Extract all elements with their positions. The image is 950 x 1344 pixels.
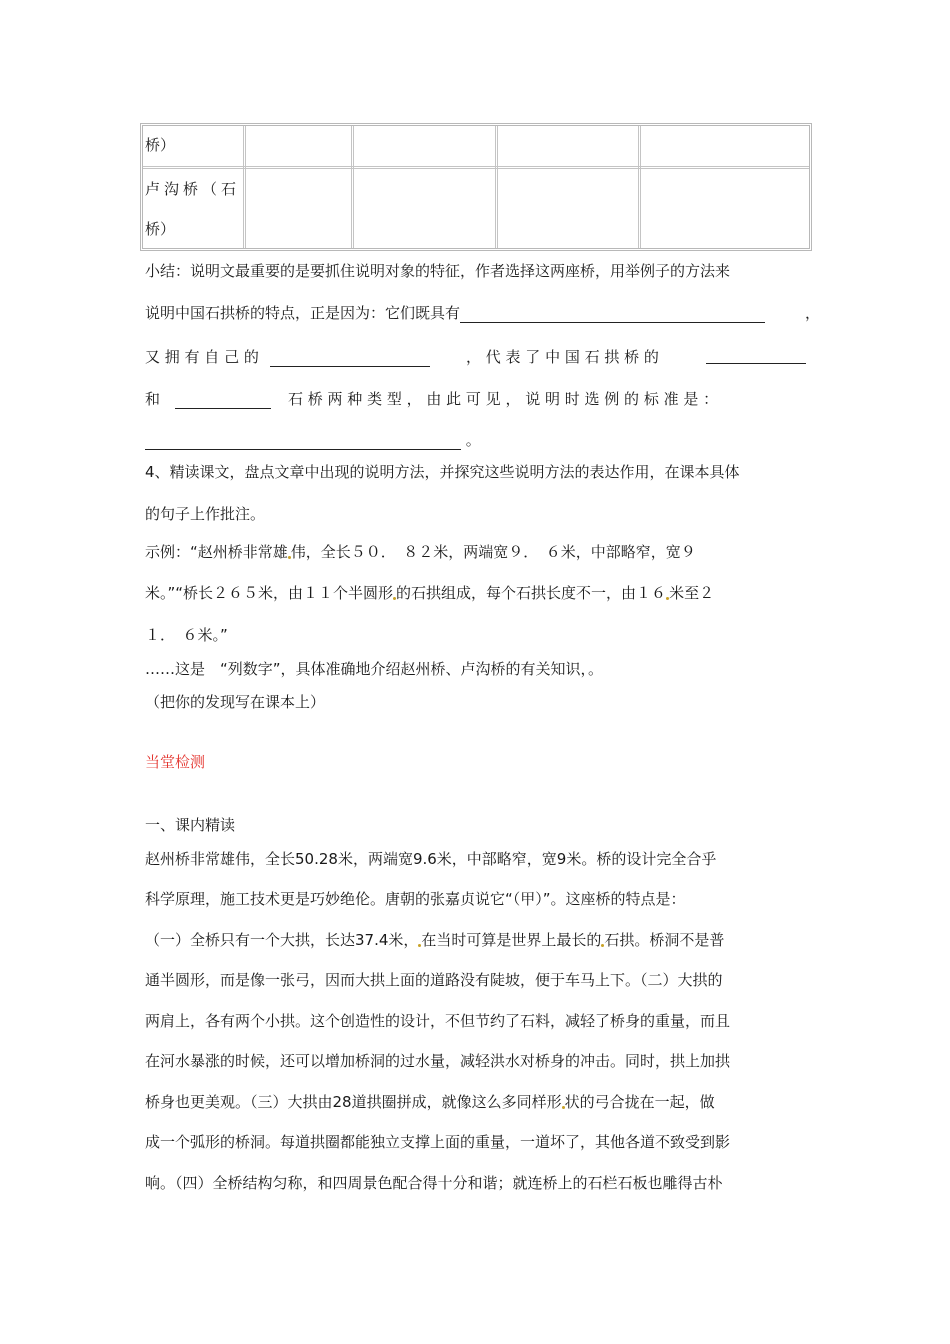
table-divider	[143, 166, 809, 169]
summary-text: 又 拥 有 自 己 的	[145, 348, 259, 366]
example-text: 米至２	[669, 584, 715, 602]
table-divider	[495, 126, 498, 248]
passage-line	[145, 929, 724, 950]
passage-line: 赵州桥非常雄伟，全长50.28米，两端宽9.6米，中部略窄，宽9米。桥的设计完全合乎	[145, 850, 717, 868]
fill-blank[interactable]	[706, 363, 806, 364]
passage-text: 状的弓合拢在一起，做	[564, 1093, 715, 1111]
fill-blank[interactable]	[460, 322, 765, 323]
task-line: 的句子上作批注。	[145, 505, 266, 523]
comparison-table	[140, 123, 812, 251]
summary-line: 小结：说明文最重要的是要抓住说明对象的特征，作者选择这两座桥，用举例子的方法来	[145, 262, 731, 280]
summary-text: 说明中国石拱桥的特点，正是因为：它们既具有	[145, 304, 461, 322]
passage-line: 在河水暴涨的时候，还可以增加桥洞的过水量，减轻洪水对桥身的冲击。同时，拱上加拱	[145, 1052, 731, 1070]
task-line: 4、精读课文，盘点文章中出现的说明方法，并探究这些说明方法的表达作用，在课本具体	[145, 463, 740, 481]
summary-line	[145, 429, 481, 450]
example-line: １． ６米。”	[145, 626, 228, 644]
summary-line	[706, 346, 806, 364]
table-cell: 桥）	[145, 220, 176, 238]
table-cell: 桥）	[145, 136, 176, 154]
example-line	[145, 541, 696, 562]
fill-blank[interactable]	[145, 449, 461, 450]
table-divider	[243, 126, 246, 248]
summary-text: 。	[465, 431, 481, 449]
table-divider	[351, 126, 354, 248]
passage-text: （一）全桥只有一个大拱，长达37.4米，	[145, 931, 419, 949]
note-line: （把你的发现写在课本上）	[145, 693, 326, 711]
passage-text: 桥身也更美观。（三）大拱由28道拱圈拼成，就像这么多同样形	[145, 1093, 562, 1111]
passage-line: 两肩上，各有两个小拱。这个创造性的设计，不但节约了石料，减轻了桥身的重量，而且	[145, 1012, 731, 1030]
summary-text: 石 桥 两 种 类 型 ， 由 此 可 见 ， 说 明 时 选 例 的 标 准 是 ：	[288, 390, 719, 408]
passage-line: 通半圆形，而是像一张弓，因而大拱上面的道路没有陡坡，便于车马上下。（二）大拱的	[145, 971, 723, 989]
passage-text: 石拱。桥洞不是普	[604, 931, 725, 949]
passage-text: 在当时可算是世界上最长的	[421, 931, 602, 949]
table-divider	[638, 126, 641, 248]
passage-line: 响。（四）全桥结构匀称，和四周景色配合得十分和谐；就连桥上的石栏石板也雕得古朴	[145, 1174, 723, 1192]
passage-line: 科学原理，施工技术更是巧妙绝伦。唐朝的张嘉贞说它“（甲）”。这座桥的特点是：	[145, 890, 686, 908]
section-subheading: 一、课内精读	[145, 816, 236, 834]
summary-text: ，	[805, 304, 821, 322]
passage-line: 成一个弧形的桥洞。每道拱圈都能独立支撑上面的重量，一道坏了，其他各道不致受到影	[145, 1133, 731, 1151]
summary-line	[145, 346, 436, 367]
example-text: 的石拱组成，每个石拱长度不一，由１６	[396, 584, 667, 602]
table-cell: 卢沟桥（石	[145, 180, 241, 198]
fill-blank[interactable]	[175, 408, 271, 409]
example-text: 伟，全长５０． ８２米，两端宽９． ６米，中部略窄，宽９	[290, 543, 696, 561]
summary-text: 和	[145, 390, 161, 408]
summary-line	[145, 302, 765, 323]
passage-line	[145, 1091, 715, 1112]
summary-line	[145, 388, 281, 409]
fill-blank[interactable]	[270, 366, 430, 367]
example-line	[145, 582, 714, 603]
example-text: 米。”“桥长２６５米，由１１个半圆形	[145, 584, 394, 602]
summary-text: ， 代 表 了 中 国 石 拱 桥 的	[466, 348, 659, 366]
example-line: ……这是 “列数字”，具体准确地介绍赵州桥、卢沟桥的有关知识，。	[145, 660, 604, 678]
section-heading: 当堂检测	[145, 753, 206, 771]
example-text: 示例：“赵州桥非常雄	[145, 543, 288, 561]
